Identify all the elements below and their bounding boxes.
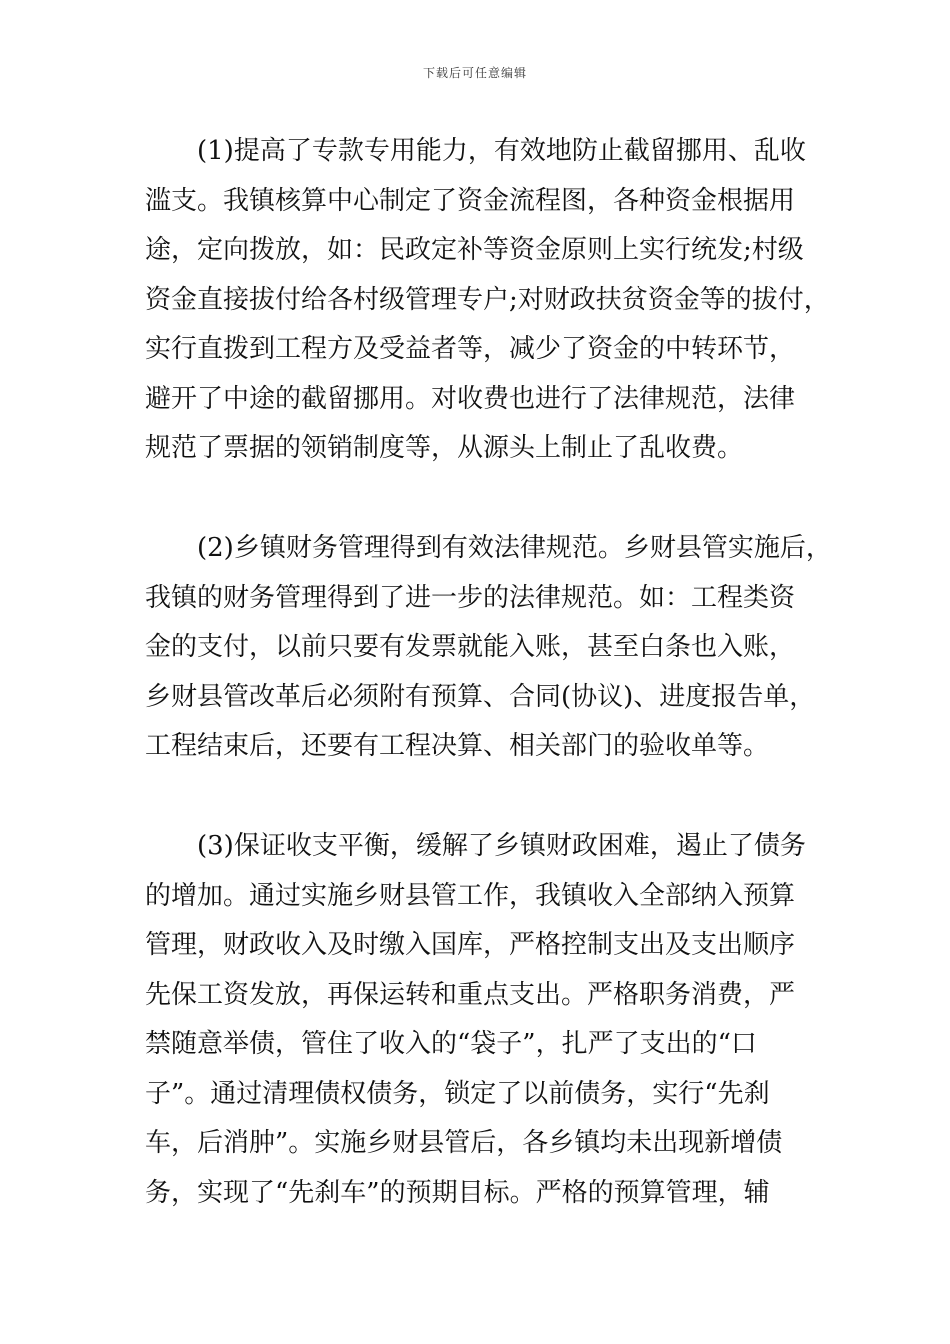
text-line: (3)保证收支平衡，缓解了乡镇财政困难，遏止了债务 <box>197 831 806 861</box>
paragraph-2 <box>145 524 835 772</box>
text-line: (1)提高了专款专用能力，有效地防止截留挪用、乱收 <box>197 136 806 166</box>
text-line: 规范了票据的领销制度等，从源头上制止了乱收费。 <box>145 433 744 463</box>
text-line: 乡财县管改革后必须附有预算、合同(协议)、进度报告单， <box>145 681 816 712</box>
text-line: 管理，财政收入及时缴入国库，严格控制支出及支出顺序 <box>145 930 796 960</box>
text-line: 禁随意举债，管住了收入的“袋子”，扎严了支出的“口 <box>145 1029 757 1059</box>
text-line: (2)乡镇财务管理得到有效法律规范。乡财县管实施后， <box>197 533 832 563</box>
page-header-note: 下载后可任意编辑 <box>422 66 527 80</box>
text-line: 子”。通过清理债权债务，锁定了以前债务，实行“先刹 <box>145 1078 770 1109</box>
text-line: 途，定向拨放，如：民政定补等资金原则上实行统发;村级 <box>145 235 804 265</box>
text-line: 滥支。我镇核算中心制定了资金流程图，各种资金根据用 <box>145 185 796 216</box>
text-line: 车，后消肿”。实施乡财县管后，各乡镇均未出现新增债 <box>145 1128 783 1158</box>
text-line: 金的支付，以前只要有发票就能入账，甚至白条也入账， <box>145 632 796 662</box>
text-line: 工程结束后，还要有工程决算、相关部门的验收单等。 <box>145 731 770 761</box>
text-line: 资金直接拔付给各村级管理专户;对财政扶贫资金等的拔付， <box>145 284 830 315</box>
text-line: 先保工资发放，再保运转和重点支出。严格职务消费，严 <box>145 979 796 1010</box>
paragraph-3 <box>145 822 835 1218</box>
paragraph-1 <box>145 127 835 474</box>
text-line: 务，实现了“先刹车”的预期目标。严格的预算管理，辅 <box>145 1177 770 1208</box>
text-line: 的增加。通过实施乡财县管工作，我镇收入全部纳入预算 <box>145 880 796 911</box>
text-line: 实行直拨到工程方及受益者等，减少了资金的中转环节， <box>145 334 796 364</box>
text-line: 我镇的财务管理得到了进一步的法律规范。如：工程类资 <box>145 582 796 613</box>
text-line: 避开了中途的截留挪用。对收费也进行了法律规范，法律 <box>145 383 796 414</box>
